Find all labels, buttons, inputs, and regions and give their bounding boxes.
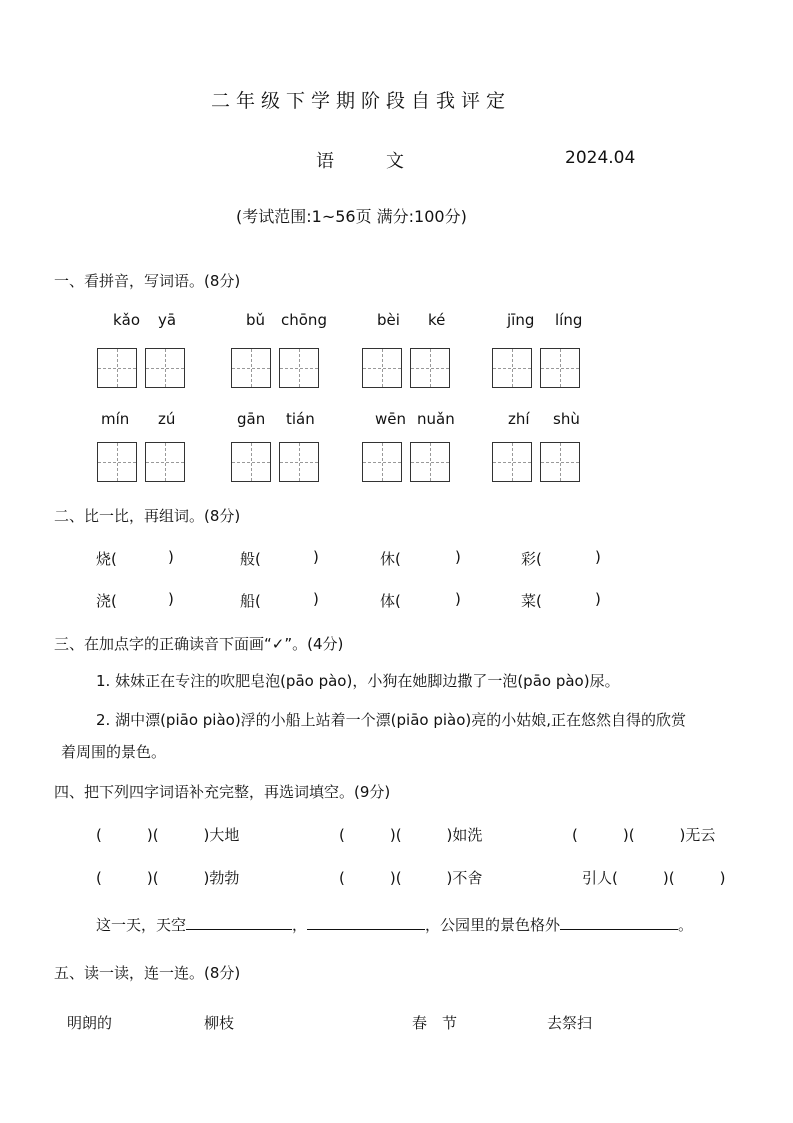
paren-blanks: ( )( )大地 [96, 826, 240, 844]
fill-blank[interactable] [560, 915, 678, 930]
compare-char: 休( [380, 550, 401, 568]
paren-blanks: ( )( )如洗 [339, 826, 483, 844]
section4-heading: 四、把下列四字词语补充完整，再选词填空。(9分) [54, 783, 391, 801]
pinyin: líng [555, 311, 583, 329]
fill-blank[interactable] [307, 915, 425, 930]
sentence-part: ， [292, 916, 308, 934]
writing-box[interactable] [540, 348, 580, 388]
sentence-part: 这一天，天空 [96, 916, 187, 934]
compare-close: ) [168, 590, 174, 608]
idiom-word: 大地 [209, 826, 240, 844]
compare-close: ) [168, 548, 174, 566]
writing-box[interactable] [362, 348, 402, 388]
pinyin: tián [286, 410, 315, 428]
compare-char: 烧( [96, 550, 117, 568]
pinyin: kǎo [113, 311, 141, 329]
match-item[interactable]: 柳枝 [204, 1014, 235, 1032]
idiom-word: 勃勃 [209, 869, 240, 887]
compare-close: ) [455, 548, 461, 566]
pinyin: bèi [377, 311, 400, 329]
paren-blanks: 引人( )( ) [582, 869, 726, 887]
writing-box[interactable] [231, 348, 271, 388]
paren-blanks: ( )( )不舍 [339, 869, 483, 887]
writing-box[interactable] [279, 442, 319, 482]
compare-close: ) [313, 548, 319, 566]
sentence-part: 。 [678, 916, 694, 934]
writing-box[interactable] [492, 348, 532, 388]
writing-box[interactable] [410, 348, 450, 388]
compare-char: 船( [240, 592, 261, 610]
section1-heading: 一、看拼音，写词语。(8分) [54, 272, 241, 290]
pinyin: gān [237, 410, 266, 428]
exam-range: (考试范围:1~56页 满分:100分) [236, 207, 467, 226]
fill-blank[interactable] [186, 915, 292, 930]
pinyin: chōng [281, 311, 327, 329]
writing-box[interactable] [231, 442, 271, 482]
match-item[interactable]: 春 节 [412, 1014, 458, 1032]
compare-char: 般( [240, 550, 261, 568]
writing-box[interactable] [410, 442, 450, 482]
idiom-word: 不舍 [452, 869, 483, 887]
compare-char: 菜( [521, 592, 542, 610]
section2-heading: 二、比一比，再组词。(8分) [54, 507, 241, 525]
match-item[interactable]: 去祭扫 [547, 1014, 593, 1032]
section3-item1: 1. 妹妹正在专注的吹肥皂泡(pāo pào)，小狗在她脚边撒了一泡(pāo pào)尿。 [96, 672, 620, 690]
section3-heading: 三、在加点字的正确读音下面画“✓”。(4分) [54, 635, 344, 653]
pinyin: jīng [507, 311, 535, 329]
writing-box[interactable] [145, 348, 185, 388]
compare-char: 浇( [96, 592, 117, 610]
subject-char-1: 语 [316, 151, 334, 172]
section5-heading: 五、读一读，连一连。(8分) [54, 964, 241, 982]
compare-close: ) [313, 590, 319, 608]
idiom-word: 如洗 [452, 826, 483, 844]
pinyin: mín [101, 410, 130, 428]
writing-box[interactable] [97, 348, 137, 388]
fill-sentence [96, 914, 693, 935]
pinyin: wēn [375, 410, 407, 428]
writing-box[interactable] [145, 442, 185, 482]
subject-char-2: 文 [386, 151, 404, 172]
page-title: 二年级下学期阶段自我评定 [211, 90, 512, 112]
idiom-word: 无云 [685, 826, 716, 844]
writing-box[interactable] [540, 442, 580, 482]
compare-close: ) [595, 590, 601, 608]
compare-char: 彩( [521, 550, 542, 568]
section3-item2-line2: 着周围的景色。 [61, 743, 167, 761]
writing-box[interactable] [279, 348, 319, 388]
pinyin: bǔ [246, 311, 266, 329]
compare-close: ) [455, 590, 461, 608]
pinyin: yā [158, 311, 177, 329]
exam-date: 2024.04 [565, 148, 636, 168]
writing-box[interactable] [362, 442, 402, 482]
writing-box[interactable] [492, 442, 532, 482]
idiom-word: 引人 [582, 869, 613, 887]
compare-char: 体( [380, 592, 401, 610]
match-item[interactable]: 明朗的 [67, 1014, 113, 1032]
paren-blanks: ( )( )勃勃 [96, 869, 240, 887]
writing-box[interactable] [97, 442, 137, 482]
pinyin: ké [428, 311, 446, 329]
pinyin: zhí [508, 410, 530, 428]
sentence-part: ，公园里的景色格外 [425, 916, 561, 934]
section3-item2-line1: 2. 湖中漂(piāo piào)浮的小船上站着一个漂(piāo piào)亮的小姑娘,正在悠然自得的欣赏 [96, 711, 687, 729]
pinyin: nuǎn [417, 410, 455, 428]
compare-close: ) [595, 548, 601, 566]
paren-blanks: ( )( )无云 [572, 826, 716, 844]
pinyin: zú [158, 410, 176, 428]
pinyin: shù [553, 410, 580, 428]
